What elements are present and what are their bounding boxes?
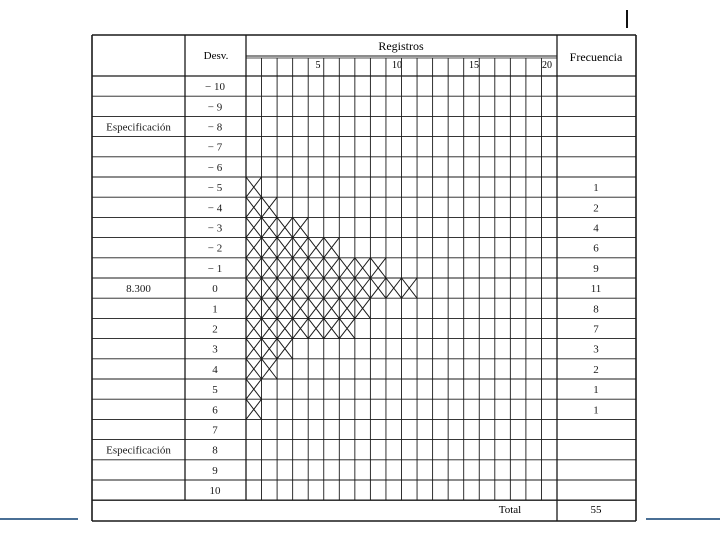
total-value: 55 [590, 504, 602, 516]
row-frequency-value: 2 [593, 202, 599, 215]
row-frequency-value: 7 [593, 323, 599, 336]
row-desv-value: 7 [212, 424, 218, 437]
row-desv-value: − 10 [205, 81, 225, 94]
tally-cross-mark [246, 177, 262, 197]
tally-cross-mark [246, 298, 262, 318]
row-desv-value: − 9 [207, 101, 223, 114]
tally-cross-mark [246, 318, 262, 338]
scale-label-20: 20 [542, 60, 552, 71]
row-frequency-value: 6 [593, 242, 599, 255]
tally-cross-mark [370, 278, 386, 298]
tally-cross-mark [246, 258, 262, 278]
row-desv-value: 8 [212, 444, 218, 457]
row-desv-value: 6 [212, 404, 218, 417]
tally-cross-mark [277, 258, 293, 278]
tally-cross-mark [308, 298, 324, 318]
row-desv-value: − 8 [207, 121, 223, 134]
tally-cross-mark [277, 217, 293, 237]
tally-cross-mark [277, 278, 293, 298]
row-desv-value: 1 [212, 303, 218, 316]
row-desv-value: 5 [212, 384, 218, 397]
tally-cross-mark [246, 238, 262, 258]
scale-label-5: 5 [315, 60, 321, 71]
tally-cross-mark [293, 278, 309, 298]
tally-cross-mark [355, 298, 371, 318]
tally-cross-mark [246, 278, 262, 298]
tally-cross-mark [277, 238, 293, 258]
tally-cross-mark [339, 318, 355, 338]
total-label: Total [498, 504, 522, 516]
tally-cross-mark [308, 318, 324, 338]
tally-cross-mark [293, 238, 309, 258]
tally-cross-mark [277, 318, 293, 338]
tally-cross-mark [262, 359, 278, 379]
tally-cross-mark [324, 298, 340, 318]
row-frequency-value: 3 [593, 343, 599, 356]
tally-cross-mark [402, 278, 418, 298]
row-desv-value: 9 [212, 464, 218, 477]
tally-cross-mark [308, 278, 324, 298]
registros-header: Registros [378, 39, 424, 53]
tally-cross-mark [246, 217, 262, 237]
tally-cross-mark [293, 298, 309, 318]
row-frequency-value: 4 [593, 222, 599, 235]
tally-cross-mark [246, 197, 262, 217]
row-desv-value: − 2 [207, 242, 223, 255]
row-desv-value: 10 [209, 485, 221, 498]
tally-cross-mark [262, 238, 278, 258]
tally-cross-mark [293, 318, 309, 338]
tally-cross-mark [308, 238, 324, 258]
row-frequency-value: 9 [593, 262, 599, 275]
tally-cross-mark [277, 298, 293, 318]
row-left-label: Especificación [106, 121, 171, 134]
tally-cross-mark [262, 197, 278, 217]
scale-label-10: 10 [392, 60, 402, 71]
row-desv-value: 3 [212, 343, 218, 356]
tally-cross-mark [246, 339, 262, 359]
tally-cross-mark [262, 318, 278, 338]
row-desv-value: 2 [212, 323, 218, 336]
row-frequency-value: 1 [593, 404, 599, 417]
tally-cross-mark [324, 238, 340, 258]
tally-cross-mark [262, 339, 278, 359]
row-desv-value: − 1 [207, 262, 223, 275]
row-frequency-value: 1 [593, 384, 599, 397]
tally-cross-mark [262, 217, 278, 237]
tally-cross-mark [324, 318, 340, 338]
row-desv-value: 0 [212, 283, 218, 296]
tally-cross-mark [246, 379, 262, 399]
tally-cross-mark [370, 258, 386, 278]
tally-cross-mark [339, 278, 355, 298]
row-desv-value: 4 [212, 363, 218, 376]
row-left-label: 8.300 [126, 283, 151, 296]
tally-cross-mark [324, 278, 340, 298]
row-desv-value: − 7 [207, 141, 223, 154]
scale-label-15: 15 [469, 60, 479, 71]
row-desv-value: − 6 [207, 161, 223, 174]
frecuencia-header: Frecuencia [569, 50, 623, 64]
row-frequency-value: 11 [590, 283, 602, 296]
desv-header: Desv. [203, 50, 229, 62]
tally-cross-mark [308, 258, 324, 278]
row-desv-value: − 4 [207, 202, 223, 215]
row-frequency-value: 8 [593, 303, 599, 316]
row-desv-value: − 5 [207, 182, 223, 195]
tally-cross-mark [262, 278, 278, 298]
tally-cross-mark [386, 278, 402, 298]
tally-cross-mark [324, 258, 340, 278]
tally-cross-mark [246, 359, 262, 379]
tally-cross-mark [339, 258, 355, 278]
row-desv-value: − 3 [207, 222, 223, 235]
row-frequency-value: 2 [593, 363, 599, 376]
tally-cross-mark [355, 278, 371, 298]
row-left-label: Especificación [106, 444, 171, 457]
tally-cross-mark [355, 258, 371, 278]
row-frequency-value: 1 [593, 182, 599, 195]
tally-cross-mark [339, 298, 355, 318]
tally-cross-mark [262, 298, 278, 318]
tally-cross-mark [293, 258, 309, 278]
tally-cross-mark [277, 339, 293, 359]
tally-cross-mark [293, 217, 309, 237]
tally-cross-mark [262, 258, 278, 278]
tally-cross-mark [246, 399, 262, 419]
